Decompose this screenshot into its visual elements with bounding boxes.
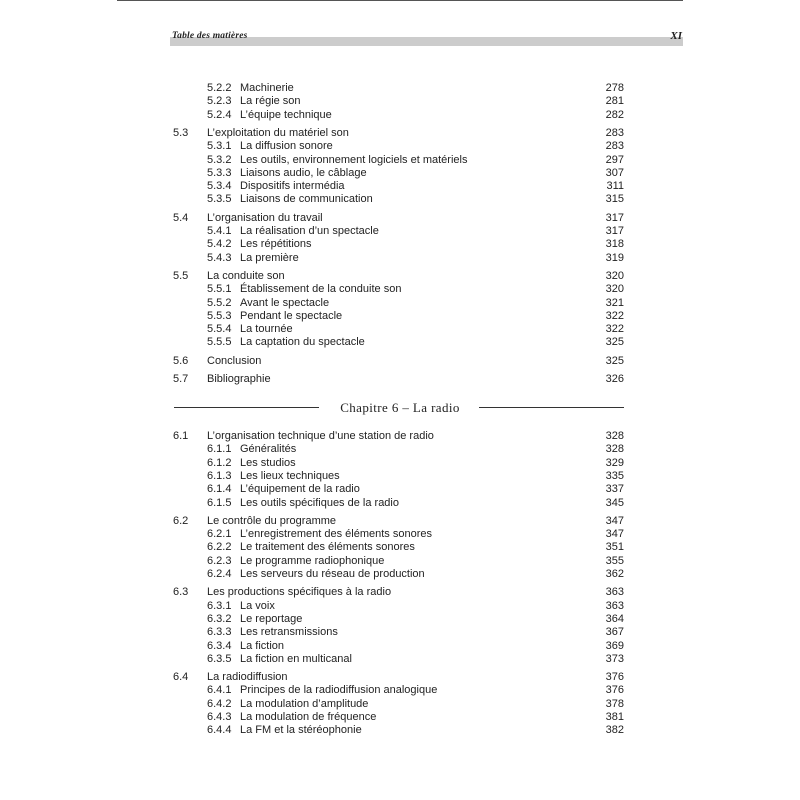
toc-entry-number: 5.3.1 <box>207 140 232 153</box>
toc-subsection-entry[interactable] <box>0 483 800 496</box>
toc-entry-title: La radiodiffusion <box>207 671 288 684</box>
toc-subsection-entry[interactable] <box>0 297 800 310</box>
toc-entry-page: 326 <box>605 373 624 385</box>
toc-subsection-entry[interactable] <box>0 568 800 581</box>
toc-entry-page: 325 <box>605 336 624 349</box>
toc-entry-title: L’équipe technique <box>240 108 332 121</box>
toc-entry-page: 281 <box>605 95 624 108</box>
toc-entry-number: 5.5.2 <box>207 296 232 309</box>
toc-entry-number: 6.3.4 <box>207 639 232 652</box>
toc-entry-number: 6.4 <box>173 671 189 684</box>
toc-entry-number: 5.7 <box>173 373 189 385</box>
toc-entry-page: 319 <box>605 251 624 264</box>
toc-entry-title: Le programme radiophonique <box>240 554 385 567</box>
toc-entry-page: 364 <box>605 612 624 625</box>
toc-entry-title: Liaisons audio, le câblage <box>240 166 367 179</box>
toc-entry-page: 307 <box>605 166 624 179</box>
toc-entry-page: 325 <box>605 354 624 367</box>
toc-entry-page: 363 <box>605 586 624 599</box>
chapter-heading: Chapitre 6 – La radio <box>340 400 460 415</box>
toc-entry-title: Généralités <box>240 443 297 456</box>
toc-entry-title: Les serveurs du réseau de production <box>240 568 425 580</box>
toc-subsection-entry[interactable] <box>0 457 800 470</box>
toc-entry-number: 5.4.2 <box>207 238 232 251</box>
running-header-page-number: XI <box>670 30 682 42</box>
toc-entry-title: Le traitement des éléments sonores <box>240 541 415 554</box>
toc-section-entry[interactable] <box>0 127 800 140</box>
toc-entry-number: 5.5 <box>173 269 189 282</box>
toc-entry-page: 373 <box>605 652 624 665</box>
toc-entry-number: 5.4.3 <box>207 251 232 264</box>
toc-entry-page: 278 <box>605 82 624 94</box>
toc-entry-title: Les lieux techniques <box>240 469 340 482</box>
toc-subsection-entry[interactable] <box>0 653 800 666</box>
toc-entry-page: 320 <box>605 269 624 282</box>
toc-entry-number: 5.3.3 <box>207 166 232 179</box>
toc-entry-number: 6.2.4 <box>207 568 232 580</box>
toc-subsection-entry[interactable] <box>0 193 800 206</box>
toc-subsection-entry[interactable] <box>0 167 800 180</box>
toc-entry-title: La fiction en multicanal <box>240 652 352 665</box>
toc-entry-number: 5.5.5 <box>207 336 232 349</box>
toc-entry-number: 5.3.5 <box>207 193 232 206</box>
toc-entry-title: La première <box>240 251 299 264</box>
toc-entry-title: Principes de la radiodiffusion analogique <box>240 684 438 697</box>
toc-entry-page: 335 <box>605 469 624 482</box>
toc-entry-page: 337 <box>605 483 624 496</box>
toc-section-entry[interactable] <box>0 586 800 599</box>
toc-subsection-entry[interactable] <box>0 640 800 653</box>
toc-section-entry[interactable] <box>0 515 800 528</box>
toc-entry-page: 376 <box>605 671 624 684</box>
toc-entry-title: L’équipement de la radio <box>240 483 360 496</box>
toc-entry-number: 5.5.4 <box>207 323 232 336</box>
toc-entry-title: La captation du spectacle <box>240 336 365 349</box>
toc-entry-page: 282 <box>605 108 624 121</box>
toc-entry-page: 355 <box>605 554 624 567</box>
toc-entry-number: 6.1.3 <box>207 469 232 482</box>
toc-entry-title: Liaisons de communication <box>240 193 373 206</box>
toc-section-entry[interactable] <box>0 671 800 684</box>
toc-entry-number: 5.4 <box>173 211 189 224</box>
toc-entry-number: 5.3.2 <box>207 153 232 166</box>
toc-entry-title: Le contrôle du programme <box>207 514 337 527</box>
toc-entry-page: 351 <box>605 541 624 554</box>
toc-subsection-entry[interactable] <box>0 528 800 541</box>
toc-entry-page: 329 <box>605 456 624 469</box>
toc-entry-page: 318 <box>605 238 624 251</box>
toc-subsection-entry[interactable] <box>0 82 800 95</box>
toc-subsection-entry[interactable] <box>0 238 800 251</box>
running-header-title: Table des matières <box>172 31 248 41</box>
toc-entry-page: 283 <box>605 140 624 153</box>
toc-entry-title: La tournée <box>240 323 293 336</box>
toc-entry-title: La réalisation d’un spectacle <box>240 225 379 237</box>
toc-entry-number: 6.1.4 <box>207 483 232 496</box>
toc-subsection-entry[interactable] <box>0 323 800 336</box>
toc-entry-page: 283 <box>605 126 624 139</box>
toc-entry-number: 5.5.3 <box>207 309 232 322</box>
toc-entry-page: 322 <box>605 323 624 336</box>
toc-entry-page: 382 <box>605 724 624 737</box>
toc-entry-page: 321 <box>605 296 624 309</box>
toc-entry-number: 6.3.1 <box>207 599 232 612</box>
toc-entry-title: L’exploitation du matériel son <box>207 126 349 139</box>
toc-entry-title: L’organisation technique d’une station de radio <box>207 430 434 442</box>
toc-entry-page: 320 <box>605 283 624 296</box>
toc-subsection-entry[interactable] <box>0 711 800 724</box>
toc-subsection-entry[interactable] <box>0 555 800 568</box>
toc-entry-number: 6.2.3 <box>207 554 232 567</box>
toc-entry-page: 362 <box>605 568 624 580</box>
toc-entry-page: 363 <box>605 599 624 612</box>
toc-entry-number: 6.3.3 <box>207 626 232 639</box>
toc-section-entry[interactable] <box>0 430 800 443</box>
toc-entry-number: 6.3.5 <box>207 652 232 665</box>
toc-entry-title: Les retransmissions <box>240 626 338 639</box>
toc-subsection-entry[interactable] <box>0 336 800 349</box>
toc-subsection-entry[interactable] <box>0 541 800 554</box>
toc-subsection-entry[interactable] <box>0 109 800 122</box>
toc-entry-title: Les productions spécifiques à la radio <box>207 586 392 599</box>
toc-section-entry[interactable] <box>0 355 800 368</box>
toc-entry-number: 5.4.1 <box>207 225 232 237</box>
toc-entry-number: 6.4.3 <box>207 711 232 723</box>
toc-entry-page: 297 <box>605 153 624 166</box>
toc-section-entry[interactable] <box>0 212 800 225</box>
toc-entry-title: Les répétitions <box>240 238 312 251</box>
toc-entry-title: La modulation d’amplitude <box>240 697 369 710</box>
toc-entry-page: 311 <box>606 180 624 193</box>
toc-entry-page: 367 <box>605 626 624 639</box>
toc-entry-page: 345 <box>605 496 624 509</box>
toc-entry-number: 6.1 <box>173 430 189 442</box>
toc-entry-title: Établissement de la conduite son <box>240 283 402 296</box>
toc-subsection-entry[interactable] <box>0 613 800 626</box>
toc-entry-page: 378 <box>605 697 624 710</box>
toc-entry-title: La régie son <box>240 95 301 108</box>
toc-entry-number: 6.4.2 <box>207 697 232 710</box>
toc-subsection-entry[interactable] <box>0 684 800 697</box>
toc-entry-title: Machinerie <box>240 82 294 94</box>
toc-entry-page: 347 <box>605 514 624 527</box>
toc-subsection-entry[interactable] <box>0 283 800 296</box>
toc-entry-title: La diffusion sonore <box>240 140 333 153</box>
toc-entry-number: 5.5.1 <box>207 283 232 296</box>
toc-entry-page: 317 <box>605 225 624 237</box>
toc-entry-number: 6.2.2 <box>207 541 232 554</box>
toc-entry-title: La modulation de fréquence <box>240 711 377 723</box>
toc-entry-number: 6.3 <box>173 586 189 599</box>
toc-subsection-entry[interactable] <box>0 252 800 265</box>
toc-subsection-entry[interactable] <box>0 626 800 639</box>
toc-entry-number: 6.4.1 <box>207 684 232 697</box>
toc-entry-title: L’organisation du travail <box>207 211 323 224</box>
toc-entry-number: 6.4.4 <box>207 724 232 737</box>
toc-entry-title: La conduite son <box>207 269 285 282</box>
toc-entry-number: 6.1.5 <box>207 496 232 509</box>
toc-entry-title: La fiction <box>240 639 285 652</box>
toc-subsection-entry[interactable] <box>0 154 800 167</box>
toc-entry-page: 328 <box>605 443 624 456</box>
toc-entry-page: 328 <box>605 430 624 442</box>
toc-entry-title: Conclusion <box>207 354 262 367</box>
toc-entry-number: 6.2 <box>173 514 189 527</box>
toc-subsection-entry[interactable] <box>0 470 800 483</box>
toc-subsection-entry[interactable] <box>0 140 800 153</box>
toc-entry-number: 5.2.4 <box>207 108 232 121</box>
toc-subsection-entry[interactable] <box>0 180 800 193</box>
toc-entry-title: Le reportage <box>240 612 303 625</box>
toc-subsection-entry[interactable] <box>0 600 800 613</box>
toc-entry-page: 347 <box>605 528 624 541</box>
toc-entry-title: La voix <box>240 599 275 612</box>
toc-entry-page: 315 <box>605 193 624 206</box>
toc-entry-title: Bibliographie <box>207 373 271 385</box>
toc-entry-title: Pendant le spectacle <box>240 309 343 322</box>
toc-subsection-entry[interactable] <box>0 225 800 238</box>
toc-subsection-entry[interactable] <box>0 724 800 737</box>
toc-entry-title: Dispositifs intermédia <box>240 180 345 193</box>
toc-entry-title: Les outils, environnement logiciels et matériels <box>240 153 468 166</box>
toc-entry-number: 6.1.2 <box>207 456 232 469</box>
toc-section-entry[interactable] <box>0 270 800 283</box>
toc-entry-title: Les outils spécifiques de la radio <box>240 496 399 509</box>
toc-entry-number: 6.3.2 <box>207 612 232 625</box>
toc-entry-number: 6.1.1 <box>207 443 232 456</box>
toc-entry-page: 317 <box>605 211 624 224</box>
toc-entry-number: 5.3.4 <box>207 180 232 193</box>
toc-subsection-entry[interactable] <box>0 95 800 108</box>
toc-entry-page: 381 <box>605 711 624 723</box>
toc-entry-page: 376 <box>605 684 624 697</box>
toc-entry-title: Avant le spectacle <box>240 296 330 309</box>
toc-section-entry[interactable] <box>0 373 800 386</box>
toc-entry-title: La FM et la stéréophonie <box>240 724 362 737</box>
toc-subsection-entry[interactable] <box>0 443 800 456</box>
toc-entry-title: Les studios <box>240 456 296 469</box>
toc-entry-page: 369 <box>605 639 624 652</box>
toc-entry-number: 5.3 <box>173 126 189 139</box>
toc-entry-number: 5.2.3 <box>207 95 232 108</box>
toc-subsection-entry[interactable] <box>0 698 800 711</box>
toc-entry-page: 322 <box>605 309 624 322</box>
toc-entry-number: 6.2.1 <box>207 528 232 541</box>
toc-subsection-entry[interactable] <box>0 497 800 510</box>
toc-entry-title: L’enregistrement des éléments sonores <box>240 528 432 541</box>
toc-entry-number: 5.2.2 <box>207 82 232 94</box>
toc-entry-number: 5.6 <box>173 354 189 367</box>
toc-subsection-entry[interactable] <box>0 310 800 323</box>
